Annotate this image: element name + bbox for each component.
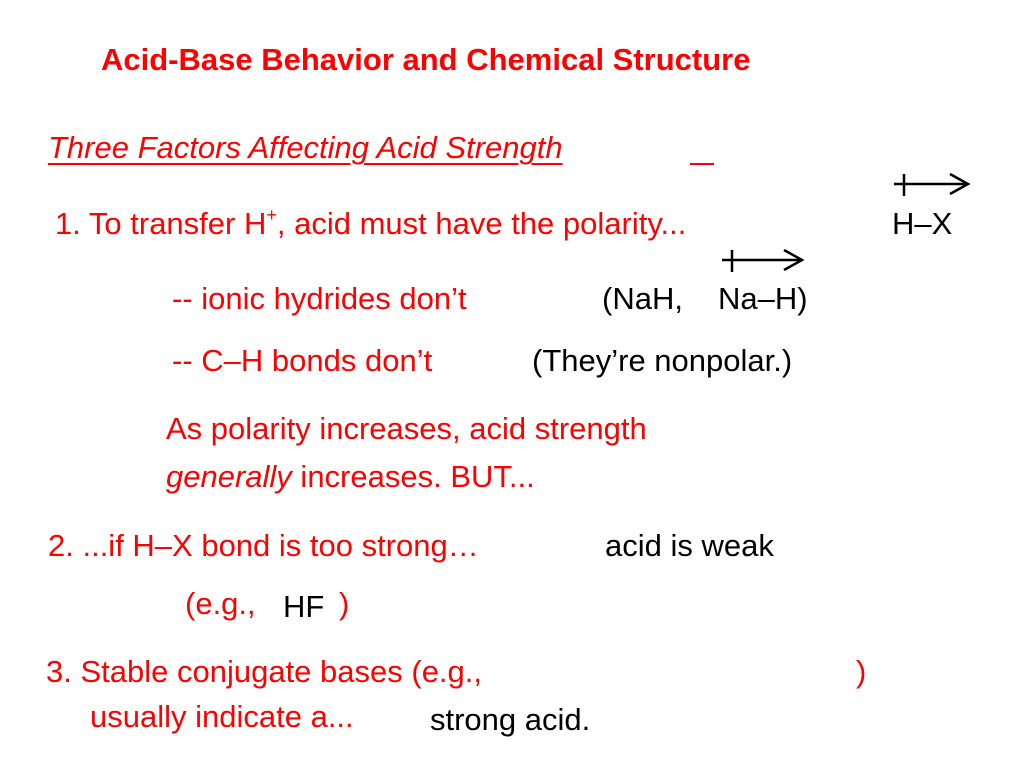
dipole-arrow-icon <box>888 170 978 200</box>
nonpolar-note: (They’re nonpolar.) <box>532 343 793 378</box>
subtitle-underline-extension <box>690 163 714 165</box>
dipole-arrow-icon <box>718 246 808 276</box>
hf-example-value: HF <box>283 589 325 624</box>
polarity-generally: generally <box>166 459 292 494</box>
polarity-rest: increases. BUT... <box>291 459 535 494</box>
nah-example: (NaH, <box>602 281 683 316</box>
strong-acid: strong acid. <box>430 702 591 737</box>
factor-1-superscript: + <box>266 205 277 225</box>
polarity-line-2 <box>166 461 535 492</box>
na-h-bond: Na–H) <box>718 281 808 316</box>
hf-example-open: (e.g., <box>185 586 256 621</box>
factor-2: 2. ...if H–X bond is too strong… <box>48 528 479 563</box>
factor-3-line-1: 3. Stable conjugate bases (e.g., <box>46 654 483 689</box>
slide-subtitle: Three Factors Affecting Acid Strength <box>48 130 563 165</box>
hf-example-close: ) <box>339 586 350 621</box>
slide-title: Acid-Base Behavior and Chemical Structure <box>101 42 751 77</box>
acid-is-weak: acid is weak <box>605 528 774 563</box>
factor-3-line-2: usually indicate a... <box>90 699 354 734</box>
polarity-line-1: As polarity increases, acid strength <box>166 411 647 446</box>
factor-3-close-paren: ) <box>856 654 867 689</box>
ionic-hydrides-text: -- ionic hydrides don’t <box>172 281 467 316</box>
factor-1-prefix: 1. To transfer H <box>55 206 267 241</box>
ch-bonds-text: -- C–H bonds don’t <box>172 343 433 378</box>
h-x-bond: H–X <box>892 206 953 241</box>
factor-1 <box>55 205 687 241</box>
factor-1-suffix: , acid must have the polarity... <box>276 206 687 241</box>
